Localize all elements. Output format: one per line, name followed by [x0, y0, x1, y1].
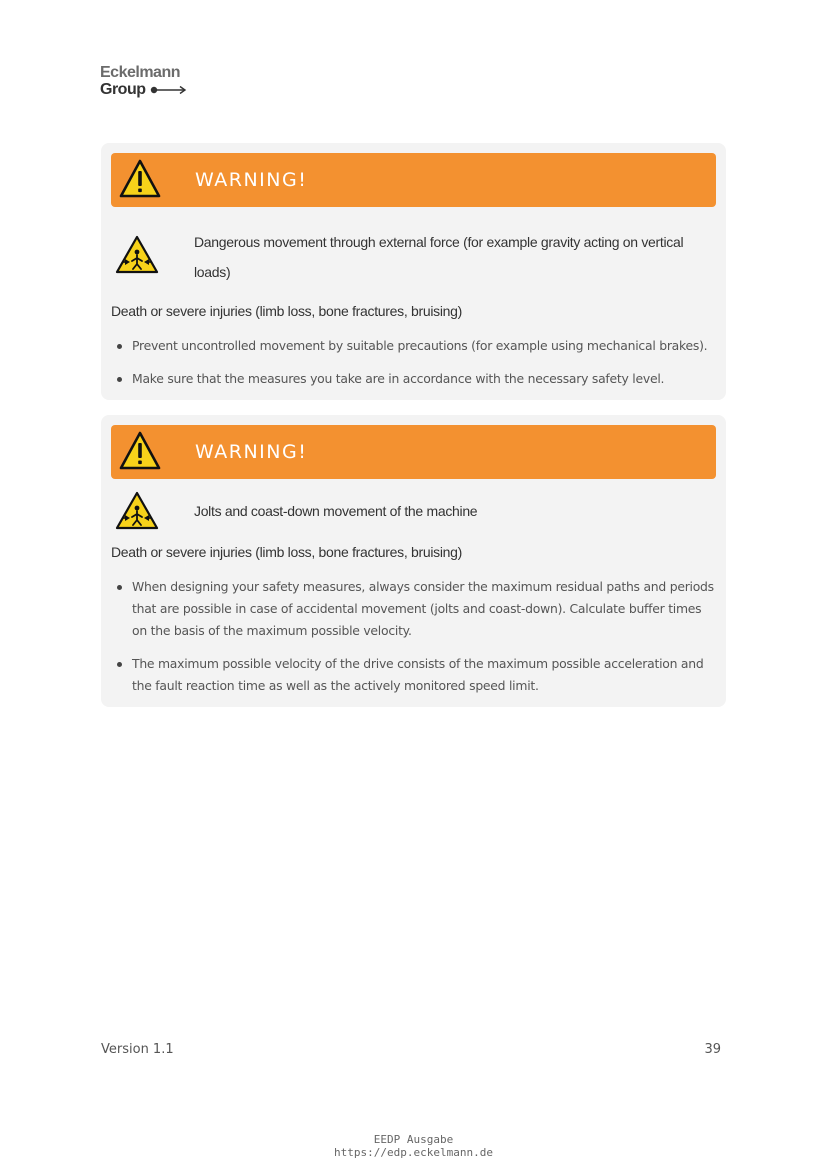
warning-card	[101, 143, 726, 400]
edition-stamp	[0, 1133, 827, 1159]
list-item: When designing your safety measures, always consider the maximum residual paths and periods that are possible in case of accidental movement (jolts and coast-down). Calculate buffer times on the basis of the maximum possible velocity.	[111, 576, 716, 642]
list-item: Make sure that the measures you take are in accordance with the necessary safety level.	[111, 368, 716, 390]
crush-hazard-icon	[115, 491, 159, 531]
hazard-description: Dangerous movement through external force (for example gravity acting on vertical loads)	[194, 234, 684, 280]
warning-card	[101, 415, 726, 707]
list-item: Prevent uncontrolled movement by suitable precautions (for example using mechanical brakes).	[111, 335, 716, 357]
company-logo	[100, 64, 200, 100]
page-number: 39	[704, 1042, 721, 1057]
logo-text-group: Group	[100, 81, 146, 98]
warning-title: WARNING!	[195, 441, 308, 463]
warning-title: WARNING!	[195, 169, 308, 191]
stamp-title: EEDP Ausgabe	[373, 1133, 454, 1146]
warning-banner	[111, 153, 716, 207]
logo-text-eckelmann: Eckelmann	[100, 64, 180, 81]
measures-list	[111, 576, 716, 708]
hazard-description: Jolts and coast-down movement of the machine	[194, 503, 478, 519]
measures-list	[111, 335, 716, 401]
list-item: The maximum possible velocity of the drive consists of the maximum possible acceleration and the fault reaction time as well as the actively monitored speed limit.	[111, 653, 716, 697]
consequence-text: Death or severe injuries (limb loss, bone fractures, bruising)	[111, 544, 462, 560]
warning-triangle-icon	[118, 430, 162, 472]
logo-arrow-icon	[150, 85, 188, 95]
warning-banner	[111, 425, 716, 479]
crush-hazard-icon	[115, 235, 159, 275]
logo-text-group-row	[100, 81, 200, 98]
consequence-text: Death or severe injuries (limb loss, bone fractures, bruising)	[111, 303, 462, 319]
stamp-url: https://edp.eckelmann.de	[334, 1146, 493, 1159]
version-label: Version 1.1	[101, 1042, 174, 1057]
warning-triangle-icon	[118, 158, 162, 200]
